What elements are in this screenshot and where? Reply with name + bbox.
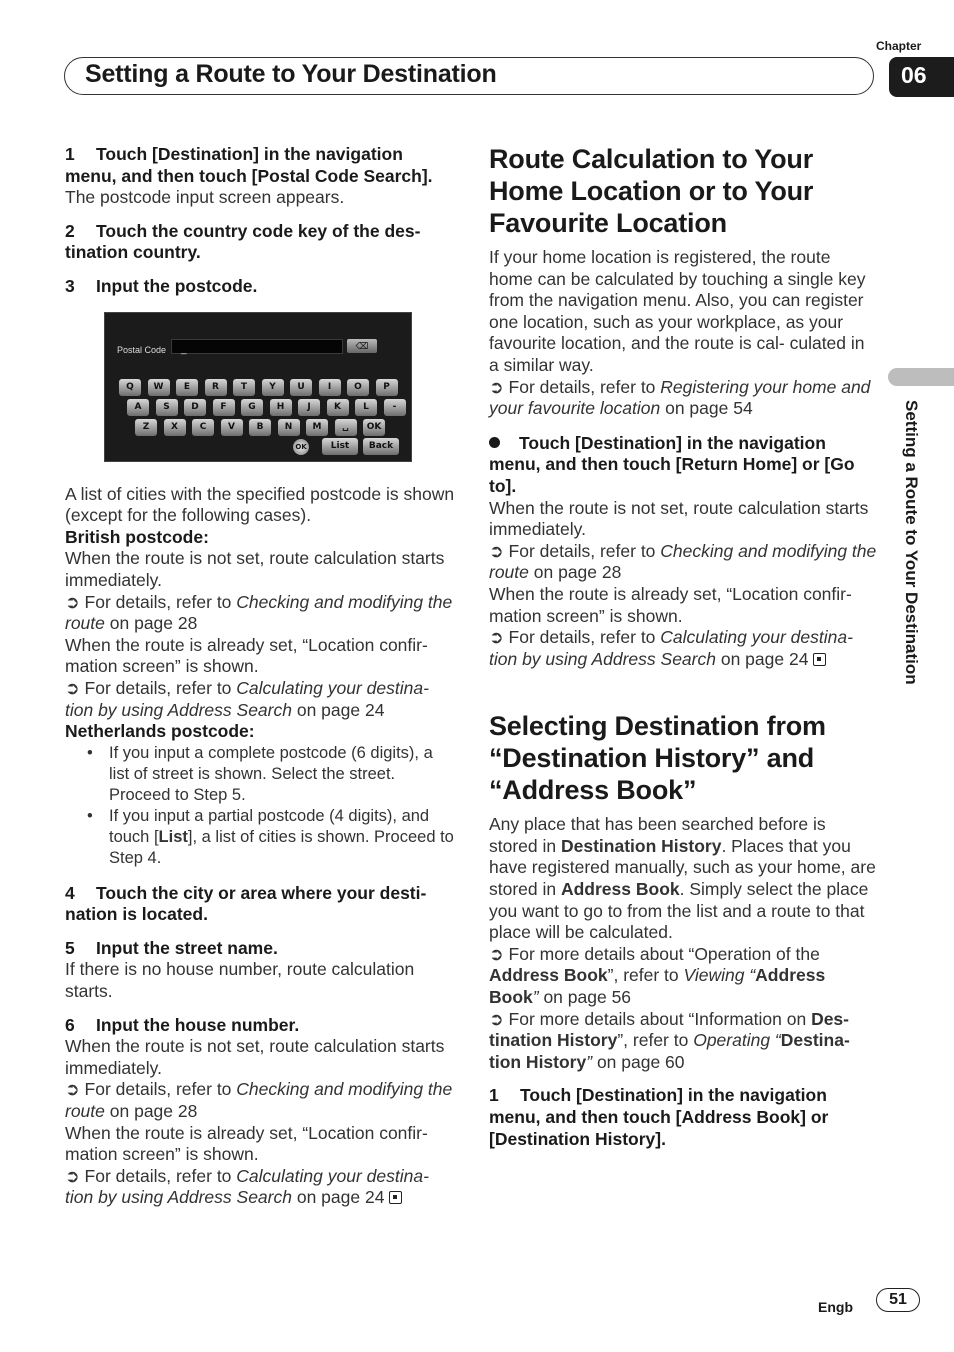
reference-checking: ➲ For details, refer to Checking and modifying the route on page 28 [489,540,877,583]
keyboard-key: R [205,379,227,396]
keyboard-key: OK [363,419,385,436]
page-title: Setting a Route to Your Destination [85,60,497,88]
netherlands-list [65,743,455,869]
british-text-2: When the route is already set, “Location confir- mation screen” is shown. [65,634,428,677]
keyboard-key: S [156,399,178,416]
arrow-icon: ➲ [65,677,80,698]
language-code: Engb [818,1299,853,1315]
home-text-2: When the route is already set, “Location confir- mation screen” is shown. [489,583,852,626]
home-text-1: When the route is not set, route calculation starts immediately. [489,497,869,540]
arrow-icon: ➲ [489,540,504,561]
keyboard-key: - [384,399,406,416]
keyboard-key: P [376,379,398,396]
reference-address-book: ➲ For more details about “Operation of the Address Book”, refer to Viewing “Address Book” on page 56 [489,943,826,1008]
reference-calculating: ➲ For details, refer to Calculating your destina- tion by using Address Search on page 24 [489,627,853,669]
keyboard-key: ␣ [335,419,357,436]
keyboard-key: E [176,379,198,396]
keyboard-key: Q [119,379,141,396]
chapter-number: 06 [889,57,954,97]
end-of-section-icon [389,1191,402,1204]
end-of-section-icon [813,653,826,666]
list-item: • If you input a partial postcode (4 digits), and touch [List], a list of cities is shown. Proceed to Step 4. [109,806,455,869]
step-6-text-2: When the route is already set, “Location confir- mation screen” is shown. [65,1122,428,1165]
keyboard-key: J [298,399,320,416]
section-heading-home: Route Calculation to Your Home Location or to Your Favourite Location [489,144,814,238]
keyboard-key: X [164,419,186,436]
side-tab-text: Setting a Route to Your Destination [902,400,921,685]
keyboard-key: I [319,379,341,396]
chapter-label: Chapter [876,39,922,53]
reference-destination-history: ➲ For more details about “Information on Des- tination History”, refer to Operating “Destina- tion History” on page 60 [489,1008,850,1072]
home-paragraph: If your home location is registered, the route home can be calculated by touching a single key from the navigation menu. Also, you can register one location, such as your workplace, as your favourite location, and the route is cal- culated in a similar way. [489,247,866,375]
left-column [65,144,455,1209]
reference-calculating: ➲ For details, refer to Calculating your destina- tion by using Address Search on page 24 [65,1165,429,1208]
keyboard-key: G [241,399,263,416]
arrow-icon: ➲ [489,1008,504,1029]
keyboard-key: N [278,419,300,436]
step-5: 5 Input the street name. [65,937,278,958]
keyboard-key: B [249,419,271,436]
history-step-1: 1 Touch [Destination] in the navigation menu, and then touch [Address Book] or [Destination History]. [489,1085,829,1149]
keyboard-key: L [355,399,377,416]
arrow-icon: ➲ [65,1079,80,1100]
list-key: List [322,438,358,455]
side-tab-marker [888,368,954,386]
ok-icon: OK [293,439,309,455]
reference-registering: ➲ For details, refer to Registering your home and your favourite location on page 54 [489,376,871,419]
keyboard-key: T [233,379,255,396]
keyboard-key: V [221,419,243,436]
keyboard-key: O [347,379,369,396]
british-text-1: When the route is not set, route calculation starts immediately. [65,548,445,590]
reference-checking: ➲ For details, refer to Checking and modifying the route on page 28 [65,591,453,634]
bullet-step: Touch [Destination] in the navigation menu, and then touch [Return Home] or [Go to]. [489,432,855,496]
keyboard-key: M [306,419,328,436]
section-heading-history: Selecting Destination from “Destination History” and “Address Book” [489,711,826,806]
keyboard-key: K [327,399,349,416]
page-number: 51 [876,1288,920,1312]
step-4: 4 Touch the city or area where your desti- nation is located. [65,882,427,925]
step-1-result: The postcode input screen appears. [65,187,345,208]
back-key: Back [363,438,399,455]
backspace-icon: ⌫ [347,339,377,353]
keyboard-key: Y [262,379,284,396]
step-1: 1 Touch [Destination] in the navigation menu, and then touch [Postal Code Search]. [65,144,433,186]
postal-code-input [171,339,343,354]
right-column [489,143,879,1162]
arrow-icon: ➲ [65,1165,80,1186]
postal-code-label: Postal Code [117,344,167,355]
step-3: 3 Input the postcode. [65,275,258,296]
keyboard-key: D [184,399,206,416]
keyboard-key: Z [135,419,157,436]
keyboard-key: A [127,399,149,416]
arrow-icon: ➲ [489,943,504,964]
arrow-icon: ➲ [489,627,504,648]
step-6: 6 Input the house number. [65,1014,300,1035]
history-paragraph: Any place that has been searched before is stored in Destination History. Places that you have registered manually, such as your home, are stored in Address Book. Simply select the place you want to go to from the list and a route to that place will be calculated. [489,814,876,943]
postal-code-screenshot [104,312,412,462]
step-2: 2 Touch the country code key of the des- tination country. [65,220,421,263]
netherlands-heading: Netherlands postcode: [65,721,255,742]
keyboard-key: W [148,379,170,396]
keyboard-key: H [270,399,292,416]
reference-checking: ➲ For details, refer to Checking and modifying the route on page 28 [65,1079,453,1122]
input-cursor: _ [181,343,187,355]
arrow-icon: ➲ [65,591,80,612]
step-6-text-1: When the route is not set, route calculation starts immediately. [65,1036,445,1078]
step-5-result: If there is no house number, route calculation starts. [65,959,415,1002]
list-paragraph: A list of cities with the specified postcode is shown (except for the following cases). [65,483,455,526]
arrow-icon: ➲ [489,376,504,397]
bullet-icon [489,437,500,448]
british-heading: British postcode: [65,526,209,547]
keyboard-key: F [213,399,235,416]
keyboard-key: U [290,379,312,396]
reference-calculating: ➲ For details, refer to Calculating your destina- tion by using Address Search on page 24 [65,677,429,720]
keyboard-key: C [192,419,214,436]
list-item: • If you input a complete postcode (6 digits), a list of street is shown. Select the street. Proceed to Step 5. [109,743,455,806]
